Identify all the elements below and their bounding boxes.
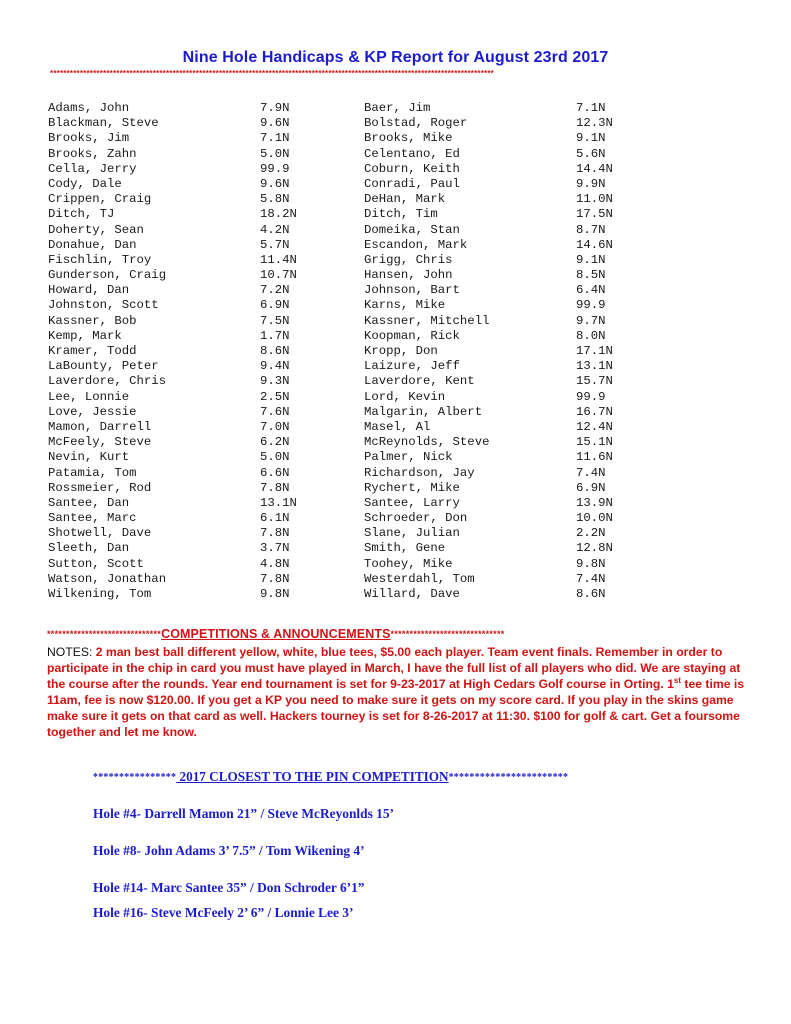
player-handicap: 5.6N	[576, 146, 606, 161]
player-name: Donahue, Dan	[48, 237, 137, 252]
player-name: Palmer, Nick	[364, 450, 453, 465]
player-name: Masel, Al	[364, 419, 431, 434]
player-name: Kassner, Mitchell	[364, 313, 490, 328]
player-name: Rossmeier, Rod	[48, 480, 152, 495]
player-name: Watson, Jonathan	[48, 571, 167, 586]
player-name: Brooks, Zahn	[48, 146, 137, 161]
player-handicap: 9.9N	[576, 176, 606, 191]
player-name: Cella, Jerry	[48, 161, 137, 176]
player-name: Santee, Dan	[48, 495, 130, 510]
player-name: Gunderson, Craig	[48, 268, 167, 283]
player-handicap: 6.9N	[576, 480, 606, 495]
player-handicap: 7.6N	[260, 404, 290, 419]
player-name: Laizure, Jeff	[364, 359, 460, 374]
notes-superscript: st	[673, 675, 682, 685]
player-handicap: 6.1N	[260, 511, 290, 526]
player-handicap: 7.4N	[576, 465, 606, 480]
player-handicap: 7.8N	[260, 526, 290, 541]
player-handicap: 6.2N	[260, 435, 290, 450]
player-handicap: 14.4N	[576, 161, 613, 176]
player-handicap: 5.7N	[260, 237, 290, 252]
player-handicap: 99.9	[576, 389, 606, 404]
player-name: Adams, John	[48, 101, 130, 115]
player-name: Westerdahl, Tom	[364, 571, 475, 586]
ctp-hole-16: Hole #16- Steve McFeely 2’ 6” / Lonnie Lee 3’	[93, 905, 354, 920]
ctp-title: 2017 CLOSEST TO THE PIN COMPETITION	[176, 769, 449, 784]
player-handicap: 4.8N	[260, 556, 290, 571]
player-handicap: 18.2N	[260, 207, 297, 222]
player-handicap: 7.2N	[260, 283, 290, 298]
player-name: Crippen, Craig	[48, 192, 152, 207]
player-handicap: 9.8N	[576, 556, 606, 571]
player-name: Howard, Dan	[48, 283, 130, 298]
player-name: Sutton, Scott	[48, 556, 144, 571]
player-handicap: 7.8N	[260, 571, 290, 586]
player-name: Mamon, Darrell	[48, 419, 152, 434]
player-name: Ditch, TJ	[48, 207, 115, 222]
player-handicap: 8.7N	[576, 222, 606, 237]
player-handicap: 7.5N	[260, 313, 290, 328]
player-name: Rychert, Mike	[364, 480, 460, 495]
player-name: Domeika, Stan	[364, 222, 460, 237]
player-handicap: 9.6N	[260, 116, 290, 131]
player-name: Laverdore, Chris	[48, 374, 167, 389]
ctp-hole-4: Hole #4- Darrell Mamon 21” / Steve McReyonlds 15’	[93, 806, 394, 821]
player-name: Brooks, Jim	[48, 131, 130, 146]
player-name: Conradi, Paul	[364, 176, 460, 191]
player-name: Laverdore, Kent	[364, 374, 475, 389]
player-name: Love, Jessie	[48, 404, 137, 419]
player-name: Bolstad, Roger	[364, 116, 468, 131]
player-name: Koopman, Rick	[364, 328, 460, 343]
player-name: Hansen, John	[364, 268, 453, 283]
player-handicap: 2.5N	[260, 389, 290, 404]
ctp-stars-right: ***********************	[448, 772, 569, 783]
player-handicap: 13.1N	[576, 359, 613, 374]
player-name: Schroeder, Don	[364, 511, 468, 526]
player-name: Malgarin, Albert	[364, 404, 483, 419]
player-handicap: 16.7N	[576, 404, 613, 419]
player-handicap: 2.2N	[576, 526, 606, 541]
player-handicap: 6.6N	[260, 465, 290, 480]
player-name: Cody, Dale	[48, 176, 122, 191]
player-name: Kropp, Don	[364, 344, 438, 358]
player-handicap: 7.0N	[260, 419, 290, 434]
player-name: McFeely, Steve	[48, 435, 152, 450]
player-handicap: 9.1N	[576, 252, 606, 267]
player-handicap: 10.0N	[576, 511, 613, 526]
player-handicap: 5.8N	[260, 192, 290, 207]
player-handicap: 12.3N	[576, 116, 613, 131]
player-handicap: 6.4N	[576, 283, 606, 298]
player-handicap: 13.9N	[576, 495, 613, 510]
announcement-notes	[47, 644, 749, 740]
player-handicap: 4.2N	[260, 222, 290, 237]
player-handicap: 9.4N	[260, 359, 290, 374]
player-handicap: 11.0N	[576, 192, 613, 207]
player-handicap: 7.1N	[260, 131, 290, 146]
competitions-heading	[47, 627, 747, 641]
player-handicap: 9.6N	[260, 176, 290, 191]
player-name: Coburn, Keith	[364, 161, 460, 176]
competitions-stars-left: ******************************	[47, 629, 162, 639]
player-name: McReynolds, Steve	[364, 435, 490, 450]
notes-label: NOTES:	[47, 645, 93, 659]
player-handicap: 3.7N	[260, 541, 290, 556]
player-name: Ditch, Tim	[364, 207, 438, 222]
player-handicap: 11.6N	[576, 450, 613, 465]
player-name: Lord, Kevin	[364, 389, 446, 404]
player-handicap: 10.7N	[260, 268, 297, 283]
player-name: DeHan, Mark	[364, 192, 446, 207]
player-handicap: 7.9N	[260, 101, 290, 115]
player-handicap: 9.8N	[260, 587, 290, 601]
player-name: Doherty, Sean	[48, 222, 144, 237]
player-handicap: 15.1N	[576, 435, 613, 450]
player-name: Richardson, Jay	[364, 465, 475, 480]
player-name: Escandon, Mark	[364, 237, 468, 252]
player-handicap: 12.4N	[576, 419, 613, 434]
player-name: Nevin, Kurt	[48, 450, 130, 465]
player-handicap: 11.4N	[260, 252, 297, 267]
player-name: Kassner, Bob	[48, 313, 137, 328]
player-handicap: 7.1N	[576, 101, 606, 115]
ctp-hole-14: Hole #14- Marc Santee 35” / Don Schroder 6’1”	[93, 880, 365, 895]
player-name: Kemp, Mark	[48, 328, 122, 343]
player-handicap: 8.5N	[576, 268, 606, 283]
player-handicap: 9.7N	[576, 313, 606, 328]
player-handicap: 8.6N	[576, 587, 606, 601]
player-name: Santee, Marc	[48, 511, 137, 526]
player-handicap: 12.8N	[576, 541, 613, 556]
player-handicap: 8.0N	[576, 328, 606, 343]
player-name: Brooks, Mike	[364, 131, 453, 146]
player-name: Celentano, Ed	[364, 146, 460, 161]
player-name: Toohey, Mike	[364, 556, 453, 571]
ctp-hole-8: Hole #8- John Adams 3’ 7.5” / Tom Wikening 4’	[93, 843, 365, 858]
player-handicap: 9.1N	[576, 131, 606, 146]
player-handicap: 99.9	[260, 161, 290, 176]
player-handicap: 5.0N	[260, 450, 290, 465]
player-name: LaBounty, Peter	[48, 359, 159, 374]
player-name: Sleeth, Dan	[48, 541, 130, 556]
player-name: Shotwell, Dave	[48, 526, 152, 541]
report-title: Nine Hole Handicaps & KP Report for August 23rd 2017	[182, 49, 609, 66]
notes-text-part1: 2 man best ball different yellow, white, blue tees, $5.00 each player. Team event finals. Remember in order to participate in the chip in card you must have played in March, I have the full list of all players who did. We are staying at the course after the rounds. Year end tournament is set for 9-23-2017 at High Cedars Golf course in Orting. 1	[47, 645, 741, 691]
player-handicap: 7.4N	[576, 571, 606, 586]
player-name: Patamia, Tom	[48, 465, 137, 480]
player-handicap: 15.7N	[576, 374, 613, 389]
player-handicap: 14.6N	[576, 237, 613, 252]
player-handicap: 6.9N	[260, 298, 290, 313]
ctp-stars-left: ****************	[93, 772, 177, 783]
player-name: Willard, Dave	[364, 587, 460, 601]
competitions-stars-right: ******************************	[390, 629, 505, 639]
player-handicap: 1.7N	[260, 328, 290, 343]
player-name: Santee, Larry	[364, 495, 460, 510]
closest-to-pin-heading	[93, 769, 733, 785]
player-name: Karns, Mike	[364, 298, 446, 313]
player-handicap: 13.1N	[260, 495, 297, 510]
player-handicap: 17.5N	[576, 207, 613, 222]
player-handicap: 8.6N	[260, 344, 290, 358]
player-handicap: 7.8N	[260, 480, 290, 495]
player-handicap: 5.0N	[260, 146, 290, 161]
player-name: Johnston, Scott	[48, 298, 159, 313]
player-handicap: 17.1N	[576, 344, 613, 358]
player-name: Fischlin, Troy	[48, 252, 152, 267]
player-name: Blackman, Steve	[48, 116, 159, 131]
title-divider: **************************************************************************************************************************************	[50, 69, 494, 78]
player-name: Johnson, Bart	[364, 283, 460, 298]
competitions-title: COMPETITIONS & ANNOUNCEMENTS	[161, 627, 391, 641]
player-name: Kramer, Todd	[48, 344, 137, 358]
player-name: Wilkening, Tom	[48, 587, 152, 601]
player-handicap: 99.9	[576, 298, 606, 313]
player-handicap: 9.3N	[260, 374, 290, 389]
player-name: Slane, Julian	[364, 526, 460, 541]
player-name: Grigg, Chris	[364, 252, 453, 267]
player-name: Lee, Lonnie	[48, 389, 130, 404]
notes-text-part2: tee time is 11am, fee is now $120.00. If you get a KP you need to make sure it gets on my score card. If you play in the skins game make sure it gets on that card as well. Hackers tourney is set for 8-26-2017 at 11:30. $100 for golf & cart. Get a foursome together and let me know.	[47, 677, 745, 739]
player-name: Baer, Jim	[364, 101, 431, 115]
player-name: Smith, Gene	[364, 541, 446, 556]
